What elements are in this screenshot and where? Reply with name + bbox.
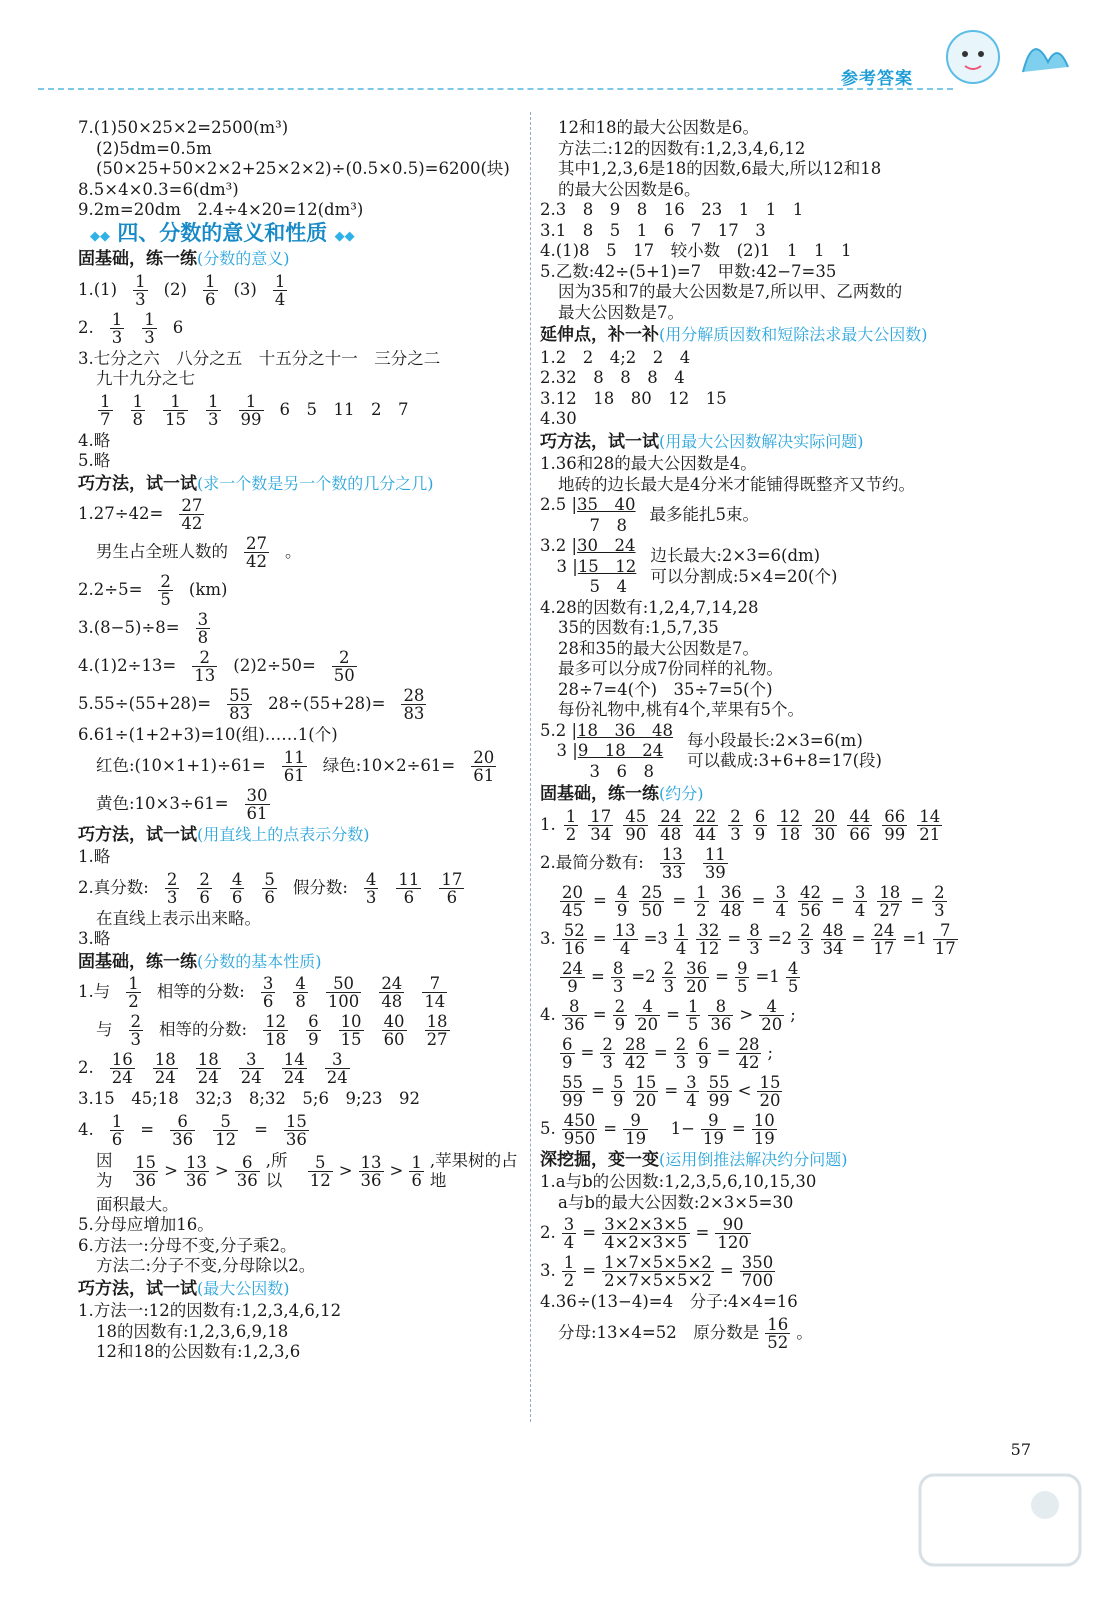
- answer-line: 1.方法一:12的因数有:1,2,3,4,6,12: [78, 1301, 342, 1320]
- answer-line: 5. $\frac{450}{950}$ = $\frac{9}{19}$ 1− $\frac{9}{19}$ = $\frac{10}{19}$: [540, 1110, 775, 1148]
- watermark-logo: [915, 1465, 1085, 1575]
- answer-line: 3.略: [78, 929, 111, 948]
- section-heading: 巧方法，试一试(最大公因数): [78, 1278, 290, 1299]
- answer-line: 6.方法一:分母不变,分子乘2。: [78, 1235, 297, 1255]
- answer-line: 2.真分数: $\frac{2}{3}$ $\frac{2}{6}$ $\frac{4}{6}$ $\frac{5}{6}$ 假分数: $\frac{4}{3}$ $\frac{11}{6}$ $\frac{17}{6}$: [78, 869, 463, 907]
- answer-line: 1.与 $\frac{1}{2}$ 相等的分数: $\frac{3}{6}$ $\frac{4}{8}$ $\frac{50}{100}$ $\frac{24}{48}$ $\frac{7}{14}$: [78, 974, 446, 1011]
- answer-line: 3.七分之六 八分之五 十五分之十一 三分之二: [78, 348, 441, 368]
- answer-line: 其中1,2,3,6是18的因数,6最大,所以12和18: [558, 159, 882, 178]
- answer-line: 在直线上表示出来略。: [96, 908, 261, 928]
- mascot-illustration: [933, 12, 1073, 92]
- answer-line: 4.略: [78, 430, 111, 450]
- short-division-5: 5.2 |18 36 48 3 |9 18 24 3 6 8 每小段最长:2×3=6(m) 可以截成:3+6+8=17(段): [540, 720, 882, 781]
- section-heading: 深挖掘，变一变(运用倒推法解决约分问题): [540, 1149, 848, 1170]
- answer-line: 每份礼物中,桃有4个,苹果有5个。: [558, 700, 804, 719]
- answer-line: (50×25+50×2×2+25×2×2)÷(0.5×0.5)=6200(块): [96, 159, 510, 178]
- answer-line: 2.2÷5= $\frac{2}{5}$ (km): [78, 572, 228, 609]
- answer-line: 2.3 8 9 8 16 23 1 1 1: [540, 200, 804, 219]
- answer-line: 4.(1)8 5 17 较小数 (2)1 1 1 1: [540, 241, 852, 260]
- answer-line: 1.略: [78, 847, 111, 866]
- answer-line: $\frac{1}{7}$ $\frac{1}{8}$ $\frac{1}{15}$ $\frac{1}{3}$ $\frac{1}{99}$ 6 5 11 2 7: [100, 391, 409, 429]
- chapter-title: ◆◆ 四、分数的意义和性质 ◆◆: [90, 220, 355, 245]
- answer-line: 最大公因数是7。: [558, 302, 684, 322]
- answer-line: 12和18的公因数有:1,2,3,6: [96, 1342, 301, 1361]
- answer-line: 4. $\frac{1}{6}$ = $\frac{6}{36}$ $\frac{5}{12}$ = $\frac{15}{36}$: [78, 1111, 307, 1149]
- short-division-3: 3.2 |30 24 3 |15 12 5 4 边长最大:2×3=6(dm) 可以分割成:5×4=20(个): [540, 536, 838, 596]
- left-column: [78, 118, 528, 1363]
- answer-line: 3.12 18 80 12 15: [540, 388, 727, 408]
- section-heading: 固基础，练一练(约分): [540, 784, 704, 804]
- answer-line: 2. $\frac{16}{24}$ $\frac{18}{24}$ $\frac{18}{24}$ $\frac{3}{24}$ $\frac{14}{24}$ $\frac{3}{24}$: [78, 1050, 348, 1087]
- answer-line: 4.36÷(13−4)=4 分子:4×4=16: [540, 1292, 798, 1311]
- answer-line: 2. $\frac{3}{4}$ = $\frac{3\times 2\times 3\times 5}{4\times 2\times 3\times 5}$ = $\frac{90}{120}$: [540, 1215, 749, 1252]
- answer-line: 因为 $\frac{15}{36}$ > $\frac{13}{36}$ > $\frac{6}{36}$ ,所以 $\frac{5}{12}$ > $\frac{13}{36}$ > $\frac{1}{6}$ ,苹果树的占地: [96, 1150, 518, 1190]
- answer-line: 3.15 45;18 32;3 8;32 5;6 9;23 92: [78, 1089, 420, 1108]
- answer-line: 男生占全班人数的 $\frac{27}{42}$ 。: [96, 534, 302, 571]
- answer-line: 1.(1) $\frac{1}{3}$ (2) $\frac{1}{6}$ (3) $\frac{1}{4}$: [78, 271, 286, 309]
- answer-line: 4. $\frac{8}{36}$ = $\frac{2}{9}$ $\frac{4}{20}$ = $\frac{1}{5}$ $\frac{8}{36}$ > $\frac{4}{20}$ ;: [540, 996, 796, 1034]
- section-heading: 延伸点，补一补(用分解质因数和短除法求最大公因数): [540, 325, 928, 345]
- right-column: [540, 118, 988, 1354]
- answer-line: 4.(1)2÷13= $\frac{2}{13}$ (2)2÷50= $\frac{2}{50}$: [78, 648, 355, 685]
- section-heading: 固基础，练一练(分数的意义): [78, 249, 290, 269]
- answer-line: 的最大公因数是6。: [558, 179, 701, 199]
- answer-line: 3.1 8 5 1 6 7 17 3: [540, 220, 766, 240]
- answer-line: 6.61÷(1+2+3)=10(组)……1(个): [78, 725, 338, 744]
- answer-line: 18的因数有:1,2,3,6,9,18: [96, 1321, 289, 1341]
- answer-line: 最多可以分成7份同样的礼物。: [558, 659, 783, 678]
- answer-line: 4.30: [540, 409, 577, 428]
- header-label: 参考答案: [841, 69, 913, 89]
- answer-line: 2. $\frac{1}{3}$ $\frac{1}{3}$ 6: [78, 309, 184, 347]
- answer-line: 方法二:分子不变,分母除以2。: [96, 1256, 316, 1275]
- answer-line: 5.略: [78, 451, 111, 470]
- answer-line: $\frac{20}{45}$ = $\frac{4}{9}$ $\frac{25}{50}$ = $\frac{1}{2}$ $\frac{36}{48}$ = $\frac{3}{4}$ $\frac{42}{56}$ = $\frac{3}{4}$ $\frac{18}{27}$ = $\frac{2}{3}$: [562, 882, 945, 920]
- section-heading: 固基础，练一练(分数的基本性质): [78, 951, 322, 972]
- column-divider: [530, 112, 531, 1422]
- answer-line: 3. $\frac{52}{16}$ = $\frac{13}{4}$ =3 $\frac{1}{4}$ $\frac{32}{12}$ = $\frac{8}{3}$ =2 $\frac{2}{3}$ $\frac{48}{34}$ = $\frac{24}{17}$ =1 $\frac{7}{17}$: [540, 920, 956, 958]
- answer-line: 地砖的边长最大是4分米才能铺得既整齐又节约。: [558, 474, 915, 494]
- answer-line: 1.27÷42= $\frac{27}{42}$: [78, 496, 203, 533]
- answer-line: 5.55÷(55+28)= $\frac{55}{83}$ 28÷(55+28)= $\frac{28}{83}$: [78, 686, 425, 723]
- answer-line: 1. $\frac{1}{2}$ $\frac{17}{34}$ $\frac{45}{90}$ $\frac{24}{48}$ $\frac{22}{44}$ $\frac{2}{3}$ $\frac{6}{9}$ $\frac{12}{18}$ $\frac{20}{30}$ $\frac{44}{66}$ $\frac{66}{99}$ $\frac{14}{21}$: [540, 806, 941, 844]
- short-division-2: 2.5 |35 40 7 8 最多能扎5束。: [540, 495, 760, 535]
- answer-line: 3. $\frac{1}{2}$ = $\frac{1\times 7\times 5\times 5\times 2}{2\times 7\times 5\times 5\times 2}$ = $\frac{350}{700}$: [540, 1253, 774, 1290]
- answer-line: 7.(1)50×25×2=2500(m³): [78, 118, 289, 137]
- answer-line: 3.(8−5)÷8= $\frac{3}{8}$: [78, 610, 209, 647]
- answer-line: $\frac{24}{9}$ = $\frac{8}{3}$ =2 $\frac{2}{3}$ $\frac{36}{20}$ = $\frac{9}{5}$ =1 $\frac{4}{5}$: [562, 958, 799, 996]
- answer-line: 8.5×4×0.3=6(dm³): [78, 179, 239, 199]
- answer-line: 9.2m=20dm 2.4÷4×20=12(dm³): [78, 200, 364, 219]
- page-number: 57: [1010, 1440, 1031, 1459]
- answer-line: 1.36和28的最大公因数是4。: [540, 454, 757, 473]
- answer-line: 分母:13×4=52 原分数是 $\frac{16}{52}$ 。: [558, 1314, 813, 1352]
- answer-line: 因为35和7的最大公因数是7,所以甲、乙两数的: [558, 282, 903, 301]
- answer-line: a与b的最大公因数:2×3×5=30: [558, 1192, 794, 1212]
- answer-line: 1.2 2 4;2 2 4: [540, 347, 691, 367]
- answer-line: 5.分母应增加16。: [78, 1215, 214, 1234]
- answer-line: 红色:(10×1+1)÷61= $\frac{11}{61}$ 绿色:10×2÷61= $\frac{20}{61}$: [96, 747, 495, 785]
- answer-line: 与 $\frac{2}{3}$ 相等的分数: $\frac{12}{18}$ $\frac{6}{9}$ $\frac{10}{15}$ $\frac{40}{60}$ $\frac{18}{27}$: [96, 1012, 448, 1049]
- answer-line: 5.乙数:42÷(5+1)=7 甲数:42−7=35: [540, 261, 837, 281]
- answer-line: 35的因数有:1,5,7,35: [558, 618, 719, 637]
- answer-line: 2.最简分数有: $\frac{13}{33}$ $\frac{11}{39}$: [540, 844, 726, 882]
- section-heading: 巧方法，试一试(求一个数是另一个数的几分之几): [78, 473, 434, 494]
- section-heading: 巧方法，试一试(用最大公因数解决实际问题): [540, 431, 864, 452]
- answer-line: 4.28的因数有:1,2,4,7,14,28: [540, 597, 759, 617]
- answer-line: 黄色:10×3÷61= $\frac{30}{61}$: [96, 785, 268, 823]
- answer-line: $\frac{6}{9}$ = $\frac{2}{3}$ $\frac{28}{42}$ = $\frac{2}{3}$ $\frac{6}{9}$ = $\frac{28}{42}$ ;: [562, 1034, 774, 1072]
- answer-line: 28÷7=4(个) 35÷7=5(个): [558, 679, 773, 699]
- answer-line: 12和18的最大公因数是6。: [558, 118, 759, 137]
- answer-line: 九十九分之七: [96, 369, 195, 388]
- answer-line: 2.32 8 8 8 4: [540, 368, 685, 387]
- header-dashed-line: [38, 88, 953, 90]
- answer-line: 1.a与b的公因数:1,2,3,5,6,10,15,30: [540, 1172, 817, 1191]
- section-heading: 巧方法，试一试(用直线上的点表示分数): [78, 824, 370, 845]
- answer-line: (2)5dm=0.5m: [96, 138, 212, 158]
- answer-line: 28和35的最大公因数是7。: [558, 638, 759, 658]
- answer-line: 面积最大。: [96, 1194, 179, 1214]
- answer-line: 方法二:12的因数有:1,2,3,4,6,12: [558, 138, 806, 158]
- answer-line: $\frac{55}{99}$ = $\frac{5}{9}$ $\frac{15}{20}$ = $\frac{3}{4}$ $\frac{55}{99}$ < $\frac{15}{20}$: [562, 1072, 781, 1110]
